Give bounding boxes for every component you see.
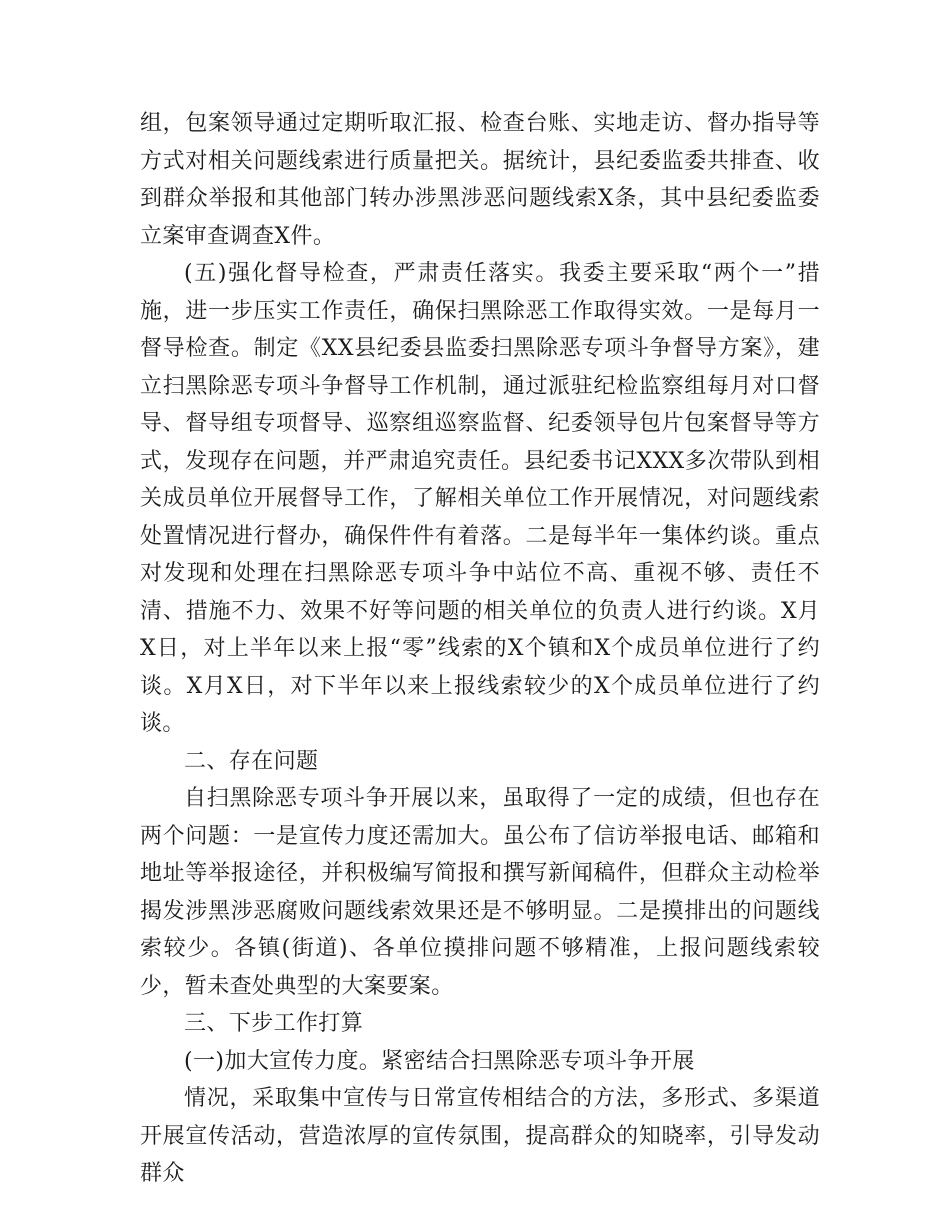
document-body: [140, 105, 820, 1193]
paragraph-publicity-activities: 情况，采取集中宣传与日常宣传相结合的方法，多形式、多渠道开展宣传活动，营造浓厚的宣传氛围，提高群众的知晓率，引导发动群众: [140, 1086, 820, 1186]
section-heading-next-steps: 三、下步工作打算: [184, 1011, 364, 1036]
paragraph-strengthen-publicity: (一)加大宣传力度。紧密结合扫黑除恶专项斗争开展: [184, 1048, 695, 1074]
paragraph-case-leaders-quality-check: 组，包案领导通过定期听取汇报、检查台账、实地走访、督办指导等方式对相关问题线索进行质量把关。据统计，县纪委监委共排查、收到群众举报和其他部门转办涉黑涉恶问题线索X条，其中县纪委监委立案审查调查X件。: [140, 111, 820, 249]
paragraph-supervision-inspection: (五)强化督导检查，严肃责任落实。我委主要采取“两个一”措施，进一步压实工作责任，确保扫黑除恶工作取得实效。一是每月一督导检查。制定《XX县纪委县监委扫黑除恶专项斗争督导方案》，建立扫黑除恶专项斗争督导工作机制，通过派驻纪检监察组每月对口督导、督导组专项督导、巡察组巡察监督、纪委领导包片包案督导等方式，发现存在问题，并严肃追究责任。县纪委书记XXX多次带队到相关成员单位开展督导工作，了解相关单位工作开展情况，对问题线索处置情况进行督办，确保件件有着落。二是每半年一集体约谈。重点对发现和处理在扫黑除恶专项斗争中站位不高、重视不够、责任不清、措施不力、效果不好等问题的相关单位的负责人进行约谈。X月X日，对上半年以来上报“零”线索的X个镇和X个成员单位进行了约谈。X月X日，对下半年以来上报线索较少的X个成员单位进行了约谈。: [140, 261, 820, 736]
section-heading-existing-problems: 二、存在问题: [184, 748, 319, 774]
paragraph-problems-detail: 自扫黑除恶专项斗争开展以来，虽取得了一定的成绩，但也存在两个问题：一是宣传力度还需加大。虽公布了信访举报电话、邮箱和地址等举报途径，并积极编写简报和撰写新闻稿件，但群众主动检举揭发涉黑涉恶腐败问题线索效果还是不够明显。二是摸排出的问题线索较少。各镇(街道)、各单位摸排问题不够精准，上报问题线索较少，暂未查处典型的大案要案。: [140, 786, 820, 999]
